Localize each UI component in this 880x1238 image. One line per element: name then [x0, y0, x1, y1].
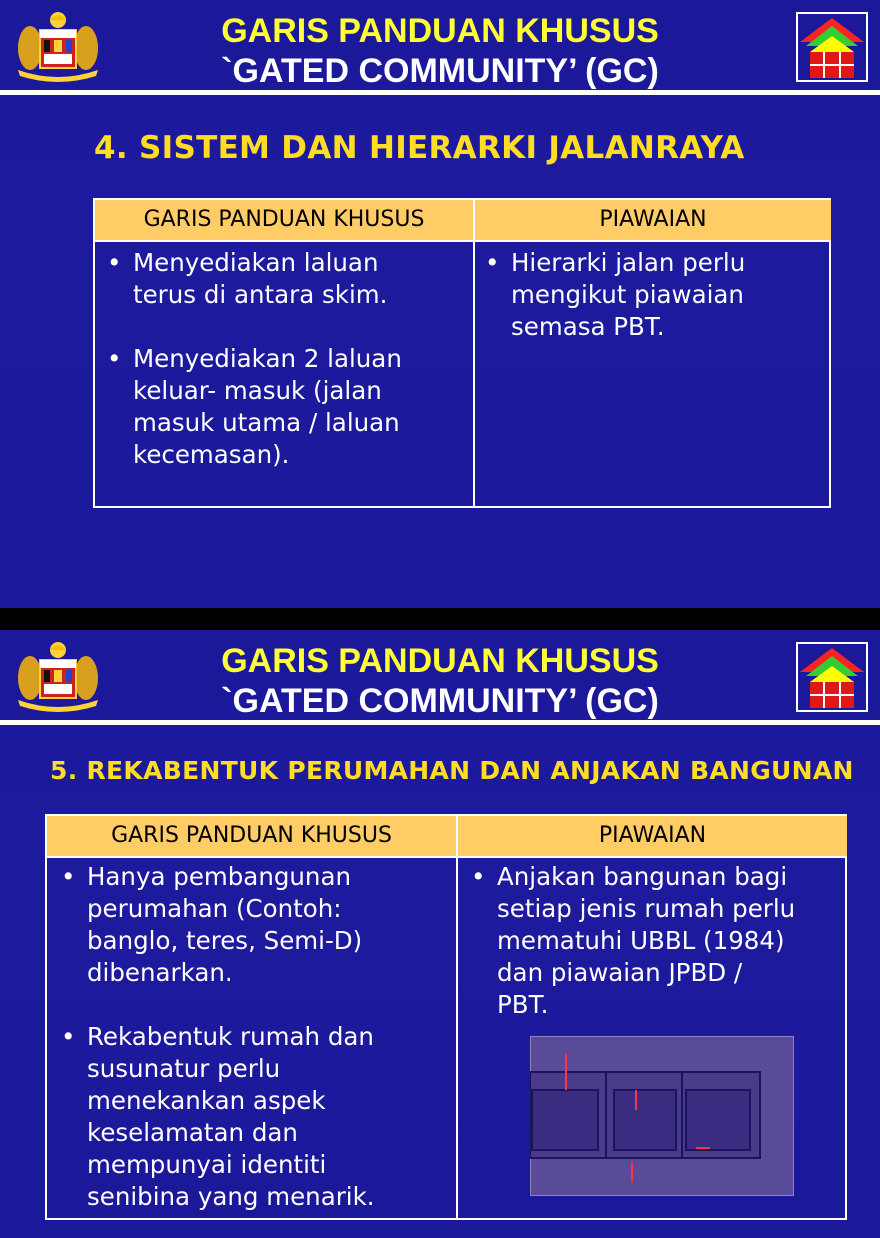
text-line: perumahan (Contoh:: [87, 894, 342, 923]
text-line: dibenarkan.: [87, 958, 233, 987]
text-line: mengikut piawaian: [511, 280, 744, 309]
table-divider: [47, 856, 845, 858]
text-line: keluar- masuk (jalan: [133, 376, 382, 405]
title-line-2: `GATED COMMUNITY’ (GC): [221, 682, 659, 720]
malaysia-coat-of-arms-icon: [10, 638, 106, 712]
table-header-standard: PIAWAIAN: [475, 200, 831, 240]
setback-diagram: [530, 1036, 794, 1196]
table-header-guideline: GARIS PANDUAN KHUSUS: [47, 816, 456, 856]
section-heading: 5. REKABENTUK PERUMAHAN DAN ANJAKAN BANGUNAN: [50, 756, 854, 785]
guideline-cell: [103, 247, 463, 471]
guideline-cell: [57, 861, 447, 1213]
text-line: • Menyediakan 2 laluan: [133, 344, 402, 373]
housing-ministry-logo-icon: [796, 642, 868, 712]
text-line: terus di antara skim.: [133, 280, 388, 309]
list-item: [103, 343, 463, 471]
list-item: [467, 861, 837, 1021]
housing-ministry-logo-icon: [796, 12, 868, 82]
list-item: [57, 1021, 447, 1213]
text-line: • Hanya pembangunan: [87, 862, 351, 891]
column-divider: [456, 816, 458, 1218]
section-heading: 4. SISTEM DAN HIERARKI JALANRAYA: [94, 130, 745, 166]
guideline-table: [93, 198, 831, 508]
text-line: menekankan aspek: [87, 1086, 326, 1115]
text-line: mematuhi UBBL (1984): [497, 926, 785, 955]
header-divider: [0, 720, 880, 725]
text-line: kecemasan).: [133, 440, 290, 469]
text-line: senibina yang menarik.: [87, 1182, 375, 1211]
title-line-2: `GATED COMMUNITY’ (GC): [221, 52, 659, 90]
list-item: [103, 247, 463, 311]
slide-header: [0, 0, 880, 92]
slide-4: [0, 0, 880, 608]
text-line: keselamatan dan: [87, 1118, 298, 1147]
list-item: [57, 861, 447, 989]
malaysia-coat-of-arms-icon: [10, 8, 106, 82]
column-divider: [473, 200, 475, 506]
slide-header: [0, 630, 880, 722]
text-line: • Anjakan bangunan bagi: [497, 862, 788, 891]
title-line-1: GARIS PANDUAN KHUSUS: [221, 12, 659, 50]
text-line: • Rekabentuk rumah dan: [87, 1022, 374, 1051]
text-line: • Menyediakan laluan: [133, 248, 379, 277]
text-line: setiap jenis rumah perlu: [497, 894, 796, 923]
text-line: dan piawaian JPBD /: [497, 958, 743, 987]
text-line: semasa PBT.: [511, 312, 665, 341]
text-line: masuk utama / laluan: [133, 408, 400, 437]
table-divider: [95, 240, 829, 242]
slide-5: [0, 630, 880, 1238]
standard-cell: [481, 247, 821, 343]
header-divider: [0, 90, 880, 95]
text-line: PBT.: [497, 990, 549, 1019]
table-header-guideline: GARIS PANDUAN KHUSUS: [95, 200, 473, 240]
list-item: [481, 247, 821, 343]
text-line: susunatur perlu: [87, 1054, 281, 1083]
table-header-standard: PIAWAIAN: [458, 816, 847, 856]
text-line: mempunyai identiti: [87, 1150, 327, 1179]
standard-cell: [467, 861, 837, 1021]
text-line: banglo, teres, Semi-D): [87, 926, 363, 955]
text-line: • Hierarki jalan perlu: [511, 248, 746, 277]
title-line-1: GARIS PANDUAN KHUSUS: [221, 642, 659, 680]
